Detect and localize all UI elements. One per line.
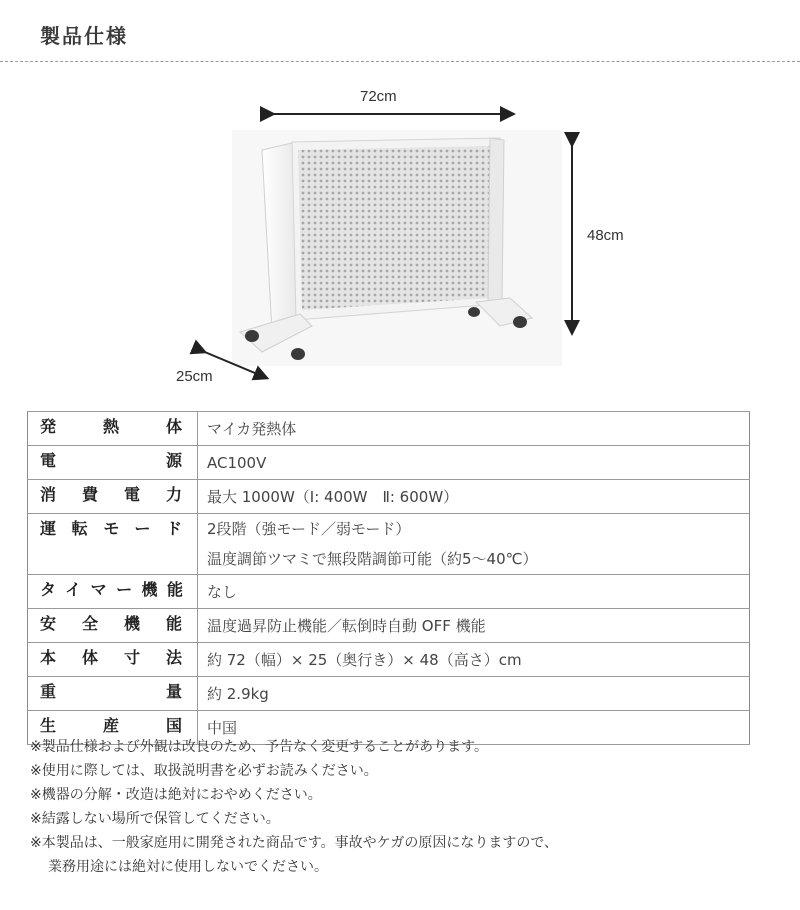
spec-row-power-consumption xyxy=(28,480,750,514)
spec-row-safety xyxy=(28,609,750,643)
spec-value: 2段階（強モード／弱モード） xyxy=(207,520,411,538)
note-item: ※使用に際しては、取扱説明書を必ずお読みください。 xyxy=(30,763,378,779)
title-divider xyxy=(0,61,800,62)
product-figure xyxy=(0,70,800,400)
spec-row-operating-mode xyxy=(28,514,750,575)
spec-value: 最大 1000W（Ⅰ: 400W Ⅱ: 600W） xyxy=(207,487,459,506)
spec-label: 安全機能 xyxy=(40,614,183,633)
note-item: ※製品仕様および外観は改良のため、予告なく変更することがあります。 xyxy=(30,739,489,755)
spec-table xyxy=(27,411,750,745)
height-label: 48cm xyxy=(587,227,624,244)
spec-value: 約 72（幅）× 25（奥行き）× 48（高さ）cm xyxy=(207,650,522,669)
spec-value: 中国 xyxy=(207,718,238,737)
note-item: ※結露しない場所で保管してください。 xyxy=(30,811,280,827)
spec-label: 消費電力 xyxy=(40,485,183,504)
spec-value: マイカ発熱体 xyxy=(207,419,297,438)
spec-row-timer xyxy=(28,575,750,609)
spec-label: タイマー機能 xyxy=(40,580,183,599)
spec-row-weight xyxy=(28,677,750,711)
spec-value: 温度過昇防止機能／転倒時自動 OFF 機能 xyxy=(207,616,486,635)
spec-label: 生産国 xyxy=(40,716,183,735)
note-item: ※本製品は、一般家庭用に開発された商品です。事故やケガの原因になりますので、 xyxy=(30,835,559,851)
spec-value: 温度調節ツマミで無段階調節可能（約5〜40℃） xyxy=(207,550,538,568)
spec-label: 発熱体 xyxy=(40,417,183,436)
width-label: 72cm xyxy=(360,88,397,105)
depth-label: 25cm xyxy=(176,368,213,385)
spec-label: 重量 xyxy=(40,682,183,701)
notes-list xyxy=(30,735,770,879)
spec-value: なし xyxy=(207,582,238,601)
spec-row-heating-element xyxy=(28,412,750,446)
spec-label: 本体寸法 xyxy=(40,648,183,667)
spec-row-power-supply xyxy=(28,446,750,480)
section-title: 製品仕様 xyxy=(40,24,128,48)
note-item: 業務用途には絶対に使用しないでください。 xyxy=(48,859,328,875)
spec-value: AC100V xyxy=(207,453,267,472)
spec-label: 電源 xyxy=(40,451,183,470)
spec-value: 約 2.9kg xyxy=(207,684,269,703)
spec-row-dimensions xyxy=(28,643,750,677)
heater-illustration xyxy=(0,70,800,400)
note-item: ※機器の分解・改造は絶対におやめください。 xyxy=(30,787,322,803)
spec-label: 運転モード xyxy=(40,519,183,538)
